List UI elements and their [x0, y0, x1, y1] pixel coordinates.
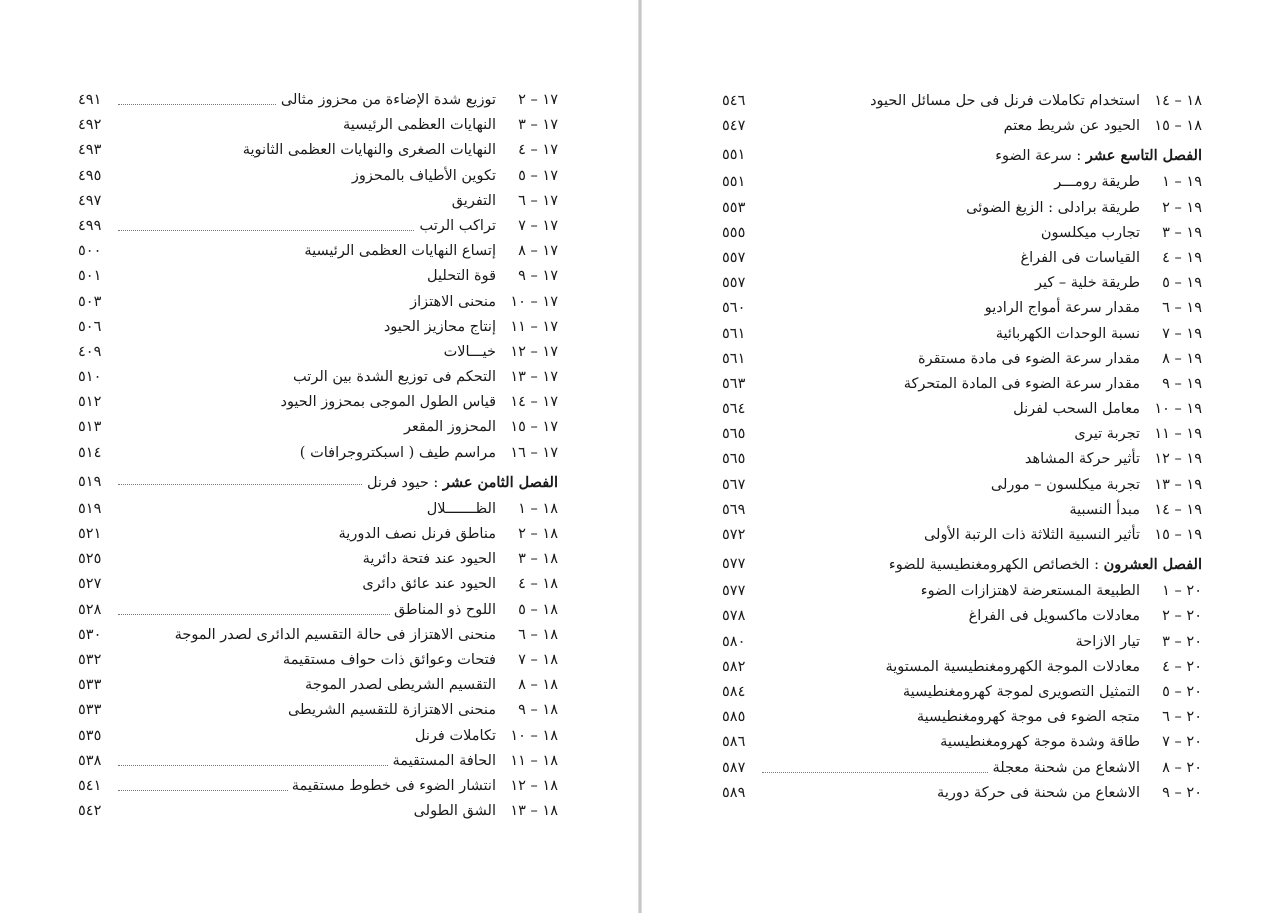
- toc-entry: [722, 397, 1202, 422]
- section-title: استخدام تكاملات فرنل فى حل مسائل الحيود: [870, 93, 1140, 109]
- section-title: قياس الطول الموجى بمحزوز الحيود: [280, 394, 496, 411]
- section-number: ١٩ – ٩: [1162, 375, 1202, 392]
- toc-entry: [722, 114, 1202, 139]
- section-title: الحيود عن شريط معتم: [1003, 118, 1140, 135]
- page-number: ٥٤٧: [722, 118, 746, 135]
- section-title: اللوح ذو المناطق: [393, 601, 496, 618]
- page-number: ٥٠٦: [78, 318, 102, 335]
- toc-entry: [78, 547, 558, 572]
- toc-entry: [78, 315, 558, 340]
- section-number: ١٩ – ٦: [1162, 300, 1202, 317]
- page-number: ٥٢١: [78, 526, 102, 542]
- section-number: ١٨ – ٤: [518, 576, 558, 593]
- chapter-subtitle: سرعة الضوء: [995, 148, 1072, 165]
- section-title: الاشعاع من شحنة معجلة: [992, 759, 1140, 776]
- section-title: النهايات الصغرى والنهايات العظمى الثانوية: [242, 142, 496, 159]
- page-number: ٤٩٧: [78, 192, 102, 209]
- section-title: التفريق: [451, 192, 496, 209]
- page-number: ٥١٩: [78, 500, 102, 517]
- section-number: ٢٠ – ٣: [1162, 633, 1202, 650]
- section-number: ٢٠ – ٦: [1162, 709, 1202, 726]
- chapter-title: الفصل الثامن عشر: [442, 473, 558, 491]
- section-number: ١٧ – ٨: [518, 243, 558, 260]
- page-number: ٥٣٣: [78, 677, 102, 694]
- section-title: مبدأ النسبية: [1069, 501, 1140, 518]
- page-number: ٥٣٢: [78, 651, 102, 668]
- section-number: ١٩ – ٨: [1162, 350, 1202, 367]
- page-number: ٥٧٨: [722, 608, 746, 625]
- section-title: فتحات وعوائق ذات حواف مستقيمة: [282, 651, 496, 668]
- section-title: طريقة خلية – كير: [1035, 275, 1140, 292]
- toc-entry: [78, 164, 558, 189]
- section-title: تراكب الرتب: [419, 217, 496, 234]
- page-number: ٥٦٤: [722, 401, 746, 418]
- section-title: تجربة تيرى: [1074, 426, 1140, 443]
- page-number: ٤٩٩: [78, 217, 102, 234]
- page-number: ٥٧٧: [722, 583, 746, 600]
- page-number: ٤٩١: [78, 92, 102, 108]
- section-number: ١٨ – ٥: [518, 601, 558, 618]
- section-number: ١٩ – ١٥: [1154, 527, 1202, 543]
- toc-entry: [78, 749, 558, 774]
- section-number: ٢٠ – ٤: [1162, 658, 1202, 675]
- section-number: ١٨ – ١٠: [510, 727, 558, 744]
- chapter-title: الفصل التاسع عشر: [1085, 147, 1202, 165]
- section-number: ١٨ – ١١: [510, 752, 558, 769]
- section-number: ١٩ – ١٣: [1154, 476, 1202, 493]
- page-number: ٥٤٢: [78, 803, 102, 820]
- section-title: المحزوز المقعر: [404, 419, 496, 436]
- section-title: إنتاج محازيز الحيود: [383, 318, 496, 335]
- toc-entry: [78, 88, 558, 113]
- page-number: ٥١٤: [78, 444, 102, 461]
- toc-entry: [78, 415, 558, 440]
- chapter-subtitle: حيود فرنل: [366, 474, 429, 491]
- section-title: الاشعاع من شحنة فى حركة دورية: [937, 784, 1140, 801]
- section-number: ١٧ – ١٢: [510, 343, 558, 360]
- toc-entry: [722, 630, 1202, 655]
- section-title: التمثيل التصويرى لموجة كهرومغنطيسية: [902, 683, 1140, 700]
- section-number: ١٩ – ١١: [1154, 426, 1202, 443]
- page-number: ٥٦١: [722, 325, 746, 342]
- section-number: ١٨ – ٩: [518, 702, 558, 719]
- toc-entry: [78, 724, 558, 749]
- section-title: الطبيعة المستعرضة لاهتزازات الضوء: [920, 583, 1140, 600]
- section-number: ١٧ – ١١: [510, 318, 558, 335]
- toc-entry: [78, 623, 558, 648]
- toc-entry: [78, 239, 558, 264]
- page-number: ٥١٢: [78, 394, 102, 411]
- section-title: تيار الازاحة: [1075, 633, 1140, 650]
- section-title: مناطق فرنل نصف الدورية: [338, 526, 496, 542]
- section-title: تكاملات فرنل: [414, 727, 496, 744]
- page-number: ٥٣٠: [78, 626, 102, 643]
- section-title: نسبة الوحدات الكهربائية: [995, 325, 1140, 342]
- page-number: ٥٧٢: [722, 527, 746, 543]
- section-number: ٢٠ – ٩: [1162, 784, 1202, 801]
- page-number: ٥١٩: [78, 473, 102, 490]
- toc-entry: [722, 756, 1202, 781]
- toc-entry: [78, 113, 558, 138]
- page-number: ٥٨٠: [722, 633, 746, 650]
- page-number: ٥٥٣: [722, 199, 746, 216]
- section-number: ١٧ – ١٤: [510, 394, 558, 411]
- section-title: انتشار الضوء فى خطوط مستقيمة: [291, 777, 496, 794]
- page-number: ٥٦٥: [722, 426, 746, 443]
- section-title: مقدار سرعة الضوء فى المادة المتحركة: [903, 375, 1140, 392]
- page-number: ٥٥٥: [722, 224, 746, 241]
- section-title: مقدار سرعة أمواج الراديو: [984, 300, 1140, 317]
- toc-entry: [722, 221, 1202, 246]
- section-title: تكوين الأطياف بالمحزوز: [351, 167, 496, 184]
- section-title: تجارب ميكلسون: [1040, 224, 1140, 241]
- toc-entry: [722, 781, 1202, 806]
- toc-entry: [722, 196, 1202, 221]
- section-number: ١٧ – ١٦: [510, 444, 558, 461]
- toc-entry: [722, 296, 1202, 321]
- toc-entry: [78, 799, 558, 824]
- section-number: ١٨ – ١٣: [510, 803, 558, 820]
- page-number: ٥٨٥: [722, 709, 746, 726]
- toc-entry: [722, 422, 1202, 447]
- section-number: ١٩ – ١٤: [1154, 501, 1202, 518]
- section-title: الشق الطولى: [413, 803, 496, 820]
- toc-entry: [722, 447, 1202, 472]
- page-number: ٥٨٧: [722, 759, 746, 776]
- section-title: القياسات فى الفراغ: [1020, 249, 1140, 266]
- page-number: ٥٢٧: [78, 576, 102, 593]
- page-number: ٤٩٢: [78, 117, 102, 134]
- section-title: تجربة ميكلسون – مورلى: [990, 476, 1140, 493]
- toc-entry: [722, 523, 1202, 548]
- toc-entry: [78, 214, 558, 239]
- toc-entry: [78, 673, 558, 698]
- section-number: ١٨ – ٧: [518, 651, 558, 668]
- section-number: ١٧ – ١٠: [510, 293, 558, 310]
- section-title: منحنى الاهتزاز: [410, 293, 496, 310]
- toc-entry: [722, 170, 1202, 195]
- section-number: ١٩ – ٧: [1162, 325, 1202, 342]
- toc-entry: [722, 322, 1202, 347]
- section-title: الحيود عند عائق دائرى: [362, 576, 496, 593]
- section-number: ١٨ – ٦: [518, 626, 558, 643]
- section-number: ١٩ – ٣: [1162, 224, 1202, 241]
- page-number: ٥٠٠: [78, 243, 102, 260]
- section-title: توزيع شدة الإضاءة من محزوز مثالى: [280, 92, 496, 108]
- toc-entry: [722, 271, 1202, 296]
- page-number: ٥٦٥: [722, 451, 746, 468]
- page-number: ٥٠٣: [78, 293, 102, 310]
- page-number: ٥٦٠: [722, 300, 746, 317]
- page-number: ٥٣٥: [78, 727, 102, 744]
- section-number: ١٧ – ٣: [518, 117, 558, 134]
- section-number: ١٨ – ٣: [518, 551, 558, 568]
- chapter-heading: الفصل العشرون : الخصائص الكهرومغنطيسية للضوء ٥٧٧: [722, 550, 1202, 579]
- section-title: معامل السحب لفرنل: [1013, 401, 1140, 418]
- section-title: منحنى الاهتزاز فى حالة التقسيم الدائرى لصدر الموجة: [174, 626, 496, 643]
- toc-left: [78, 88, 558, 824]
- toc-entry: [78, 648, 558, 673]
- toc-entry: [78, 264, 558, 289]
- page-number: ٥٣٣: [78, 702, 102, 719]
- chapter-heading: الفصل التاسع عشر : سرعة الضوء ٥٥١: [722, 141, 1202, 170]
- section-number: ١٧ – ١٥: [510, 419, 558, 436]
- section-title: الظـــــــلال: [426, 500, 496, 517]
- page-number: ٥٣٨: [78, 752, 102, 769]
- page-number: ٥٠١: [78, 268, 102, 285]
- toc-entry: [78, 441, 558, 466]
- toc-entry: [722, 705, 1202, 730]
- page-number: ٥٥٧: [722, 275, 746, 292]
- page-number: ٥٤٦: [722, 93, 746, 109]
- section-title: قوة التحليل: [427, 268, 496, 285]
- toc-entry: [78, 138, 558, 163]
- section-number: ١٩ – ١٠: [1154, 401, 1202, 418]
- page-number: ٥٨٩: [722, 784, 746, 801]
- toc-entry: [722, 730, 1202, 755]
- section-number: ١٧ – ٩: [518, 268, 558, 285]
- section-title: التقسيم الشريطى لصدر الموجة: [304, 677, 496, 694]
- section-number: ١٩ – ٤: [1162, 249, 1202, 266]
- section-title: طاقة وشدة موجة كهرومغنطيسية: [940, 734, 1140, 751]
- page-number: ٥٤١: [78, 777, 102, 794]
- section-number: ١٨ – ٢: [518, 526, 558, 542]
- section-title: معادلات ماكسويل فى الفراغ: [968, 608, 1140, 625]
- section-number: ١٧ – ٤: [518, 142, 558, 159]
- section-title: مقدار سرعة الضوء فى مادة مستقرة: [918, 350, 1140, 367]
- section-title: خيـــالات: [443, 343, 496, 360]
- page-number: ٥٥١: [722, 147, 746, 164]
- page-number: ٥٦٣: [722, 375, 746, 392]
- toc-entry: [722, 246, 1202, 271]
- section-number: ١٨ – ٨: [518, 677, 558, 694]
- toc-entry: [722, 604, 1202, 629]
- page-number: ٥٢٨: [78, 601, 102, 618]
- toc-entry: [78, 698, 558, 723]
- toc-entry: [78, 189, 558, 214]
- section-number: ١٨ – ١: [518, 500, 558, 517]
- section-number: ١٩ – ٥: [1162, 275, 1202, 292]
- section-title: الحافة المستقيمة: [392, 752, 496, 769]
- section-number: ١٨ – ١٢: [510, 777, 558, 794]
- toc-entry: [78, 340, 558, 365]
- page-number: ٤٩٥: [78, 167, 102, 184]
- page-number: ٥٨٦: [722, 734, 746, 751]
- section-title: طريقة برادلى : الزيغ الضوئى: [966, 199, 1140, 216]
- section-title: متجه الضوء فى موجة كهرومغنطيسية: [916, 709, 1140, 726]
- section-number: ٢٠ – ٨: [1162, 759, 1202, 776]
- page-number: ٥٥١: [722, 174, 746, 191]
- section-number: ٢٠ – ٥: [1162, 683, 1202, 700]
- section-number: ١٧ – ٥: [518, 167, 558, 184]
- section-title: تأثير النسبية الثلاثة ذات الرتبة الأولى: [923, 527, 1140, 543]
- section-title: النهايات العظمى الرئيسية: [343, 117, 496, 134]
- section-title: تأثير حركة المشاهد: [1024, 451, 1140, 468]
- toc-entry: [78, 497, 558, 522]
- section-title: طريقة رومـــر: [1054, 174, 1140, 191]
- toc-entry: [78, 365, 558, 390]
- page-number: ٥١٠: [78, 369, 102, 386]
- section-number: ١٧ – ٧: [518, 217, 558, 234]
- chapter-title: الفصل العشرون: [1103, 556, 1202, 574]
- section-number: ٢٠ – ١: [1162, 583, 1202, 600]
- section-number: ١٨ – ١٤: [1154, 93, 1202, 109]
- page-number: ٤٩٣: [78, 142, 102, 159]
- section-title: التحكم فى توزيع الشدة بين الرتب: [293, 369, 496, 386]
- toc-entry: [722, 89, 1202, 114]
- section-number: ١٨ – ١٥: [1154, 118, 1202, 135]
- page-number: ٥٢٥: [78, 551, 102, 568]
- toc-entry: [722, 372, 1202, 397]
- page-number: ٥٦٧: [722, 476, 746, 493]
- section-title: الحيود عند فتحة دائرية: [362, 551, 496, 568]
- toc-entry: [722, 347, 1202, 372]
- toc-entry: [722, 655, 1202, 680]
- toc-right: [722, 89, 1202, 806]
- page-number: ٥٦١: [722, 350, 746, 367]
- page-number: ٥٥٧: [722, 249, 746, 266]
- toc-entry: [78, 774, 558, 799]
- section-number: ١٩ – ١: [1162, 174, 1202, 191]
- page-number: ٥٨٤: [722, 683, 746, 700]
- section-title: مراسم طيف ( اسبكتروجرافات ): [299, 444, 496, 461]
- section-number: ١٩ – ٢: [1162, 199, 1202, 216]
- section-title: معادلات الموجة الكهرومغنطيسية المستوية: [885, 658, 1140, 675]
- chapter-heading: الفصل الثامن عشر : حيود فرنل ٥١٩: [78, 468, 558, 497]
- toc-entry: [78, 598, 558, 623]
- toc-entry: [78, 390, 558, 415]
- section-number: ١٧ – ١٣: [510, 369, 558, 386]
- section-number: ٢٠ – ٧: [1162, 734, 1202, 751]
- section-number: ١٧ – ٦: [518, 192, 558, 209]
- toc-entry: [78, 290, 558, 315]
- page-number: ٥٦٩: [722, 501, 746, 518]
- toc-entry: [78, 522, 558, 547]
- section-number: ٢٠ – ٢: [1162, 608, 1202, 625]
- page-number: ٤٠٩: [78, 343, 102, 360]
- toc-entry: [722, 473, 1202, 498]
- section-title: منحنى الاهتزازة للتقسيم الشريطى: [287, 702, 496, 719]
- toc-entry: [722, 680, 1202, 705]
- section-title: إتساع النهايات العظمى الرئيسية: [304, 243, 496, 260]
- toc-entry: [722, 579, 1202, 604]
- section-number: ١٩ – ١٢: [1154, 451, 1202, 468]
- page-number: ٥١٣: [78, 419, 102, 436]
- page-number: ٥٧٧: [722, 556, 746, 573]
- toc-entry: [78, 572, 558, 597]
- chapter-subtitle: الخصائص الكهرومغنطيسية للضوء: [888, 557, 1090, 574]
- toc-entry: [722, 498, 1202, 523]
- page-number: ٥٨٢: [722, 658, 746, 675]
- section-number: ١٧ – ٢: [518, 92, 558, 108]
